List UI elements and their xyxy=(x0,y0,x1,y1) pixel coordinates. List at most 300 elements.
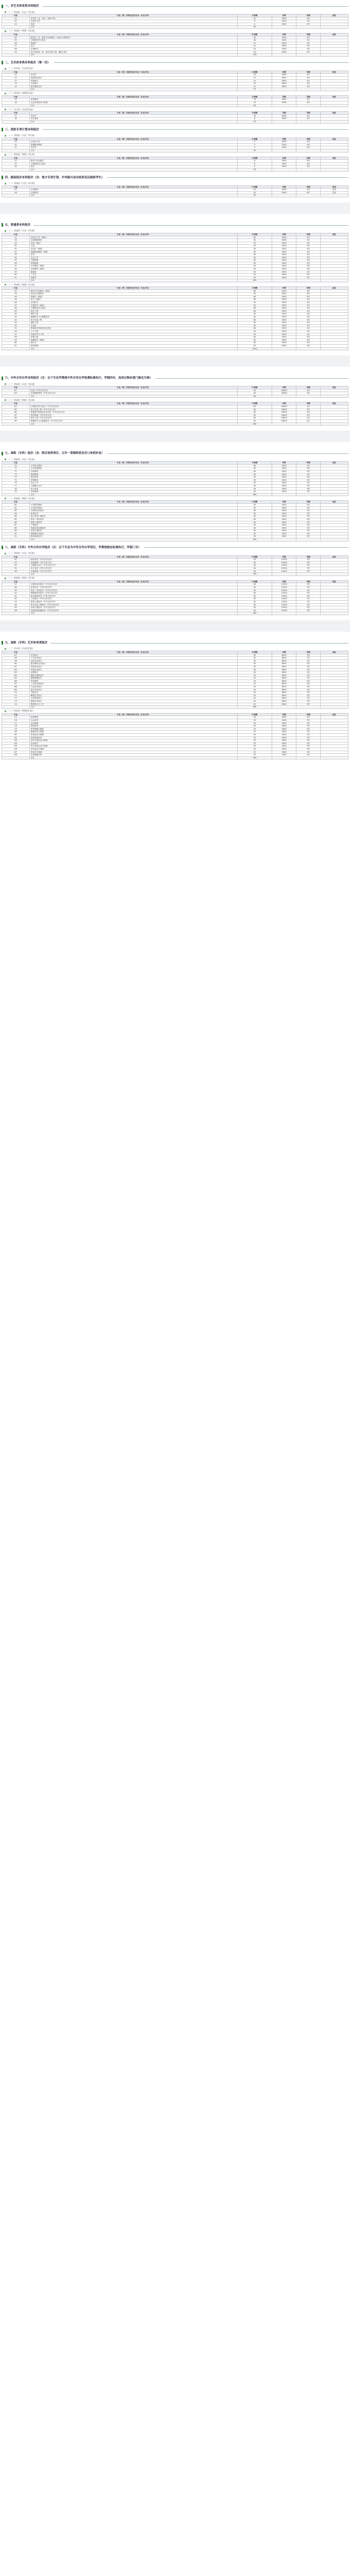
table-cell: 合计 xyxy=(29,104,237,107)
table-cell: 旅游管理（中外合作办学） xyxy=(29,561,237,564)
column-header: 专业（类）名称及包含专业（专业方向） xyxy=(29,287,237,290)
table-cell: 71 xyxy=(2,467,30,470)
table-cell: 50 xyxy=(237,268,272,271)
subgroup-heading xyxy=(2,66,348,71)
table-cell: 30 xyxy=(237,535,272,538)
table-cell xyxy=(272,149,296,152)
table-cell: 4年 xyxy=(296,143,321,146)
table-cell: 运动防护 xyxy=(29,742,237,745)
column-header: 学费 xyxy=(272,555,296,558)
table-cell: 58 xyxy=(2,336,30,339)
subgroup-title: （一）普通类（历史）科目组 xyxy=(8,552,35,555)
table-cell: 环境工程技术 xyxy=(29,530,237,533)
column-header: 专业 xyxy=(2,651,30,654)
table-cell: 69 xyxy=(2,420,30,423)
table-cell: 体育教育 xyxy=(29,716,237,719)
table-cell: 8000 xyxy=(272,671,296,674)
subgroup-heading xyxy=(2,107,348,111)
table-cell: 5500 xyxy=(272,313,296,316)
table-cell: 99 xyxy=(2,589,30,592)
table-cell: 环境艺术设计 xyxy=(29,668,237,671)
table-cell: 合计 xyxy=(29,26,237,29)
table-cell: 工艺美术品设计 xyxy=(29,683,237,686)
table-cell: 5500 xyxy=(272,344,296,347)
column-header: 专业 xyxy=(2,386,30,389)
table-cell: 英语（师范） xyxy=(29,242,237,245)
column-header: 备注 xyxy=(321,651,348,654)
section-divider xyxy=(54,62,348,63)
table-cell: 63 xyxy=(2,392,30,395)
table-cell: 美术学 xyxy=(29,74,237,77)
table-cell: 4 xyxy=(237,23,272,26)
table-cell: 4 xyxy=(237,165,272,168)
column-header: 计划数 xyxy=(237,14,272,18)
table-cell: 4500 xyxy=(272,473,296,476)
table-cell: C0 xyxy=(2,691,30,694)
table-cell: 41 xyxy=(2,276,30,279)
table-cell: 20 xyxy=(237,745,272,748)
table-total-row xyxy=(2,88,348,91)
table-cell: 4年 xyxy=(296,165,321,168)
table-cell: 新闻学 xyxy=(29,270,237,274)
table-cell: 5500 xyxy=(272,50,296,54)
table-cell: 机电一体化技术 xyxy=(29,518,237,521)
section-heading xyxy=(2,543,348,551)
table-cell: 旅游管理 xyxy=(29,262,237,265)
table-cell: 30 xyxy=(237,473,272,476)
table-cell: 行政管理 xyxy=(29,259,237,262)
table-cell: 小学英语教育 xyxy=(29,467,237,470)
table-cell: 10 xyxy=(237,101,272,105)
table-cell xyxy=(272,573,296,576)
table-cell: 5500 xyxy=(272,268,296,271)
subgroup-title: （二）普通类（物理）科目组 xyxy=(8,283,35,286)
table-cell: 20 xyxy=(237,691,272,694)
table-cell: 40 xyxy=(237,586,272,589)
table-cell: 8000 xyxy=(272,683,296,686)
table-cell: 计算机应用技术（中外合作办学） xyxy=(29,583,237,586)
table-cell xyxy=(296,612,321,615)
page-break xyxy=(0,620,350,632)
table-cell: 20 xyxy=(237,725,272,728)
table-cell: A8 xyxy=(2,657,30,660)
table-cell: 12000 xyxy=(272,592,296,595)
subgroup-marker-icon xyxy=(5,109,6,110)
table-cell: 64 xyxy=(2,405,30,409)
column-header: 专业 xyxy=(2,501,30,504)
table-cell: 6 xyxy=(237,20,272,23)
table-cell: 20 xyxy=(237,191,272,194)
table-cell: 3年 xyxy=(296,484,321,487)
table-cell: 自动化 xyxy=(29,324,237,327)
column-header: 学费 xyxy=(272,138,296,141)
table-cell: 5500 xyxy=(272,236,296,239)
table-cell: 软件技术 xyxy=(29,512,237,515)
table-cell: 06 xyxy=(2,42,30,45)
table-cell xyxy=(321,493,348,496)
plan-section xyxy=(2,124,348,172)
table-cell xyxy=(321,149,348,152)
column-header: 学制 xyxy=(296,138,321,141)
column-header: 备注 xyxy=(321,33,348,36)
table-cell: A0 xyxy=(2,592,30,595)
table-cell: 4年 xyxy=(296,74,321,77)
table-cell: 电子信息工程技术（中外合作办学） xyxy=(29,603,237,606)
table-cell: 30 xyxy=(237,476,272,479)
column-header: 学制 xyxy=(296,157,321,160)
table-cell: A9 xyxy=(2,659,30,663)
table-cell: 20 xyxy=(237,697,272,700)
table-cell: 8000 xyxy=(272,654,296,657)
table-cell: A3 xyxy=(2,600,30,603)
table-cell: 3年 xyxy=(296,665,321,668)
table-total-row xyxy=(2,104,348,107)
section-divider xyxy=(156,378,348,379)
table-cell: 5500 xyxy=(272,160,296,163)
column-header: 专业 xyxy=(2,33,30,36)
table-cell: 03 xyxy=(2,23,30,26)
table-cell xyxy=(2,395,30,398)
table-cell: 3年 xyxy=(296,603,321,606)
table-cell xyxy=(2,121,30,124)
column-header: 学费 xyxy=(272,157,296,160)
column-header: 学费 xyxy=(272,402,296,405)
table-cell: 30 xyxy=(237,259,272,262)
table-cell: 8000 xyxy=(272,703,296,706)
table-cell: 3年 xyxy=(296,589,321,592)
column-header: 学制 xyxy=(296,402,321,405)
column-header: 学制 xyxy=(296,14,321,18)
table-cell: 8000 xyxy=(272,665,296,668)
table-cell: 95 xyxy=(2,567,30,570)
table-cell: 4500 xyxy=(272,482,296,485)
table-cell: 18000 xyxy=(272,405,296,409)
table-cell: 4年 xyxy=(296,20,321,23)
table-cell: 80 xyxy=(237,395,272,398)
table-cell: 12000 xyxy=(272,583,296,586)
admission-plan-document xyxy=(0,0,350,759)
column-header: 专业（类）名称及包含专业（专业方向） xyxy=(29,462,237,465)
table-cell: 18 xyxy=(2,117,30,121)
table-cell: 财务管理 xyxy=(29,344,237,347)
table-cell: 5500 xyxy=(272,146,296,149)
table-total-row xyxy=(2,168,348,171)
table-cell: 50 xyxy=(237,242,272,245)
table-cell: 30 xyxy=(2,245,30,248)
table-cell xyxy=(321,104,348,107)
table-cell xyxy=(2,104,30,107)
table-cell: 20 xyxy=(237,189,272,192)
column-header: 专业（类）名称及包含专业（专业方向） xyxy=(29,386,237,389)
subgroup-marker-icon xyxy=(5,30,6,32)
table-cell: 85 xyxy=(2,518,30,521)
table-cell: 3年 xyxy=(296,506,321,510)
table-cell: 4年 xyxy=(296,85,321,88)
table-cell: 民族传统体育 xyxy=(29,736,237,739)
table-cell xyxy=(321,422,348,426)
table-cell xyxy=(296,26,321,29)
table-cell: 软件工程（中外合作办学） xyxy=(29,417,237,420)
column-header: 专业（类）名称及包含专业（专业方向） xyxy=(29,555,237,558)
table-cell: 3年 xyxy=(296,570,321,573)
table-cell xyxy=(296,422,321,426)
table-cell: 61 xyxy=(2,344,30,347)
table-cell: 30 xyxy=(237,527,272,530)
table-cell: 3年 xyxy=(296,532,321,535)
table-cell: 数字媒体技术 xyxy=(29,535,237,538)
column-header: 学费 xyxy=(272,33,296,36)
subgroup-marker-icon xyxy=(5,399,6,401)
table-cell: 36 xyxy=(2,262,30,265)
column-header: 备注 xyxy=(321,462,348,465)
table-cell: 运动数据分析 xyxy=(29,754,237,757)
section-marker-icon xyxy=(2,128,3,131)
table-cell: 4年 xyxy=(296,274,321,277)
column-header: 计划数 xyxy=(237,157,272,160)
table-cell xyxy=(272,54,296,57)
table-cell: 思想政治教育 xyxy=(29,143,237,146)
section-divider xyxy=(42,6,348,7)
table-cell: 5500 xyxy=(272,36,296,39)
table-cell: 37 xyxy=(2,265,30,268)
subgroup-heading xyxy=(2,551,348,555)
column-header: 学费 xyxy=(272,95,296,98)
table-cell: 合计 xyxy=(29,573,237,576)
table-cell: 30 xyxy=(237,671,272,674)
table-cell xyxy=(2,573,30,576)
section-heading xyxy=(2,374,348,382)
section-divider xyxy=(144,547,348,548)
column-header: 备注 xyxy=(321,555,348,558)
table-cell: 40 xyxy=(237,558,272,562)
table-cell: 4年 xyxy=(296,295,321,298)
table-cell: 数学与应用数学 xyxy=(29,160,237,163)
table-cell: 环境工程 xyxy=(29,336,237,339)
table-cell: 20 xyxy=(237,26,272,29)
table-cell: 76 xyxy=(2,482,30,485)
table-cell xyxy=(296,168,321,171)
column-header: 备注 xyxy=(321,112,348,115)
table-cell: D8 xyxy=(2,754,30,757)
section-marker-icon xyxy=(2,5,3,8)
table-cell: 高尔夫球运动与管理 xyxy=(29,739,237,742)
table-cell: 5500 xyxy=(272,253,296,257)
section-divider xyxy=(107,177,348,178)
table-cell xyxy=(296,121,321,124)
column-header: 学制 xyxy=(296,580,321,583)
table-cell: 体育教育 xyxy=(29,98,237,101)
table-cell: 73 xyxy=(2,473,30,476)
table-cell: 40 xyxy=(237,392,272,395)
table-cell: 日语 xyxy=(29,245,237,248)
table-cell: 57 xyxy=(2,333,30,336)
column-header: 计划数 xyxy=(237,580,272,583)
table-cell: 4年 xyxy=(296,321,321,325)
table-cell xyxy=(272,168,296,171)
table-cell: 大数据与会计（中外合作办学） xyxy=(29,564,237,567)
table-cell: B8 xyxy=(2,686,30,689)
column-header: 专业（类）名称及包含专业（专业方向） xyxy=(29,14,237,18)
column-header: 专业（类）名称及包含专业（专业方向） xyxy=(29,185,237,189)
table-cell: 20 xyxy=(237,276,272,279)
table-cell: 5500 xyxy=(272,98,296,101)
page-break xyxy=(0,431,350,442)
table-cell: 77 xyxy=(2,484,30,487)
table-cell: 学前教育 xyxy=(29,191,237,194)
table-cell: 128 xyxy=(237,54,272,57)
table-cell: 4年 xyxy=(296,79,321,82)
table-cell: 5500 xyxy=(272,265,296,268)
table-cell: C5 xyxy=(2,716,30,719)
table-cell: 4500 xyxy=(272,751,296,754)
table-cell: 4年 xyxy=(296,82,321,86)
table-cell: 市场营销（中外合作办学） xyxy=(29,570,237,573)
table-cell: 360 xyxy=(237,493,272,496)
table-cell xyxy=(272,347,296,350)
table-cell: 机械设计制造及其自动化 xyxy=(29,327,237,330)
table-cell: 4年 xyxy=(296,324,321,327)
table-cell: 广告艺术设计 xyxy=(29,657,237,660)
table-cell xyxy=(321,395,348,398)
table-cell: 30 xyxy=(237,487,272,490)
table-cell: 8000 xyxy=(272,657,296,660)
table-cell: 5500 xyxy=(272,191,296,194)
table-cell: 460 xyxy=(237,706,272,709)
column-header: 学费 xyxy=(272,462,296,465)
table-cell: 8000 xyxy=(272,688,296,691)
table-cell: 3年 xyxy=(296,561,321,564)
table-cell: 学前教育（师范） xyxy=(29,268,237,271)
column-header: 专业 xyxy=(2,287,30,290)
table-cell: 5500 xyxy=(272,250,296,253)
table-cell: 12 xyxy=(2,79,30,82)
table-cell: 商务英语（中外合作办学） xyxy=(29,558,237,562)
table-cell xyxy=(321,54,348,57)
table-cell: 3年 xyxy=(296,663,321,666)
column-header: 专业 xyxy=(2,462,30,465)
table-total-row xyxy=(2,121,348,124)
section-title: 六、中外合作办学本科批次（注：以下专业学费按中外合作办学收费标准执行，学制四年，具体以物价部门核定为准） xyxy=(5,377,153,380)
table-cell: B7 xyxy=(2,683,30,686)
table-cell: 60 xyxy=(237,310,272,313)
table-cell: 11 xyxy=(2,76,30,79)
table-cell xyxy=(296,88,321,91)
table-cell: 60 xyxy=(237,236,272,239)
table-cell: 软件工程 xyxy=(29,310,237,313)
subgroup-heading xyxy=(2,181,348,185)
column-header: 专业（类）名称及包含专业（专业方向） xyxy=(29,713,237,716)
table-cell: 工程造价（中外合作办学） xyxy=(29,598,237,601)
table-cell: 计算机科学与技术 xyxy=(29,162,237,165)
table-cell: 3年 xyxy=(296,725,321,728)
column-header: 备注 xyxy=(321,501,348,504)
subgroup-title: （一）美术类（历史科目组） xyxy=(8,67,35,70)
table-cell: 工程造价 xyxy=(29,524,237,527)
column-header: 专业 xyxy=(2,713,30,716)
section-marker-icon xyxy=(2,452,3,455)
plan-section xyxy=(2,372,348,426)
table-cell: 4年 xyxy=(296,239,321,242)
table-cell: 260 xyxy=(237,422,272,426)
table-cell: 4年 xyxy=(296,338,321,342)
table-cell: 软件技术（中外合作办学） xyxy=(29,586,237,589)
table-cell: 40 xyxy=(237,606,272,609)
section-title: 四、提前批次本科批次（含：地方专项计划、乡村振兴定向培养及民族班学生） xyxy=(5,176,105,179)
table-cell: 5500 xyxy=(272,333,296,336)
table-cell: 4年 xyxy=(296,189,321,192)
table-cell: 3年 xyxy=(296,691,321,694)
table-cell: 550 xyxy=(237,279,272,282)
column-header: 学制 xyxy=(296,713,321,716)
table-cell: 21 xyxy=(2,146,30,149)
subgroup-marker-icon xyxy=(5,68,6,70)
subgroup-heading xyxy=(2,382,348,386)
table-cell: 社会工作 xyxy=(29,482,237,485)
table-cell: 66 xyxy=(2,411,30,414)
table-cell: 40 xyxy=(237,503,272,506)
table-cell: 4500 xyxy=(272,727,296,731)
subgroup-marker-icon xyxy=(5,284,6,285)
table-cell: 4年 xyxy=(296,101,321,105)
column-header: 专业（类）名称及包含专业（专业方向） xyxy=(29,138,237,141)
table-cell: 4500 xyxy=(272,487,296,490)
table-cell: 27 xyxy=(2,236,30,239)
table-cell: 体育保健与康复 xyxy=(29,727,237,731)
table-cell: 30 xyxy=(237,39,272,42)
subgroup-marker-icon xyxy=(5,183,6,184)
table-cell: 8000 xyxy=(272,677,296,680)
table-cell: 40 xyxy=(237,336,272,339)
table-cell: 4 xyxy=(237,146,272,149)
table-cell: 31 xyxy=(2,247,30,250)
table-cell: 4年 xyxy=(296,276,321,279)
column-header: 学制 xyxy=(296,112,321,115)
table-cell: 地理科学（师范） xyxy=(29,338,237,342)
table-cell: 雕刻艺术设计 xyxy=(29,694,237,697)
table-cell: 30 xyxy=(237,506,272,510)
table-cell: 40 xyxy=(237,194,272,197)
table-cell: 20 xyxy=(237,736,272,739)
table-cell xyxy=(321,168,348,171)
table-cell: 20 xyxy=(237,719,272,722)
table-cell: 12000 xyxy=(272,589,296,592)
table-cell: 4年 xyxy=(296,117,321,121)
table-cell: 4500 xyxy=(272,479,296,482)
table-cell: 53 xyxy=(2,321,30,325)
table-cell: 30 xyxy=(237,256,272,259)
subgroup-title: （一）美术类（历史科目组） xyxy=(8,647,35,650)
table-cell: 4年 xyxy=(296,336,321,339)
table-cell: 40 xyxy=(237,247,272,250)
table-cell xyxy=(321,121,348,124)
table-cell: 40 xyxy=(237,344,272,347)
table-cell: 4500 xyxy=(272,510,296,513)
subgroup-marker-icon xyxy=(5,459,6,460)
table-cell: 3年 xyxy=(296,535,321,538)
table-cell xyxy=(321,612,348,615)
column-header: 专业 xyxy=(2,138,30,141)
table-cell: 30 xyxy=(237,521,272,524)
table-cell: 40 xyxy=(237,104,272,107)
table-cell: 物联网应用技术（中外合作办学） xyxy=(29,592,237,595)
table-cell: 3年 xyxy=(296,503,321,506)
table-cell: 20 xyxy=(237,703,272,706)
table-cell: 数字媒体艺术 xyxy=(29,85,237,88)
table-cell xyxy=(2,612,30,615)
table-cell: 40 xyxy=(237,600,272,603)
table-total-row xyxy=(2,573,348,576)
column-header: 专业（类）名称及包含专业（专业方向） xyxy=(29,501,237,504)
